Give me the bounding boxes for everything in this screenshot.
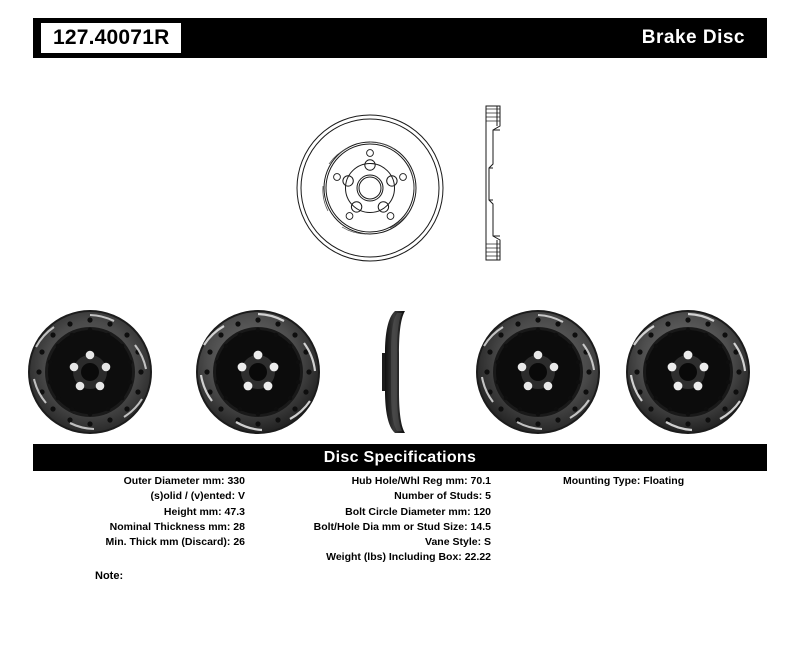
spec-row: Nominal Thickness mm: 28 — [109, 520, 245, 533]
spec-row: Hub Hole/Whl Reg mm: 70.1 — [351, 475, 491, 487]
figure-line-drawing-face — [290, 108, 450, 268]
spec-row: (s)olid / (v)ented: V — [150, 490, 245, 503]
note-label: Note: — [95, 570, 124, 582]
header-bar — [33, 18, 767, 58]
spec-column-right — [563, 474, 767, 489]
figure-photo-angled-left — [22, 307, 158, 437]
spec-row: Bolt/Hole Dia mm or Stud Size: 14.5 — [313, 520, 491, 533]
disc-specifications-bar — [33, 444, 767, 471]
spec-column-middle — [261, 474, 491, 566]
part-number-badge: 127.40071R — [41, 23, 181, 53]
figure-photo-edge-profile — [378, 307, 422, 437]
spec-row: Mounting Type: Floating — [563, 475, 685, 487]
spec-row: Weight (lbs) Including Box: 22.22 — [326, 551, 491, 564]
spec-row: Min. Thick mm (Discard): 26 — [105, 536, 245, 549]
figure-line-drawing-edge — [478, 104, 522, 262]
spec-row: Vane Style: S — [425, 536, 491, 549]
figure-photo-face-angled-right — [470, 307, 606, 437]
disc-specifications-title: Disc Specifications — [323, 449, 477, 466]
spec-row: Outer Diameter mm: 330 — [123, 475, 245, 487]
spec-row: Number of Studs: 5 — [394, 490, 491, 503]
spec-row: Bolt Circle Diameter mm: 120 — [345, 505, 491, 518]
figure-photo-face-right — [620, 307, 756, 437]
spec-column-left — [33, 474, 245, 550]
figure-photo-face-slotted-drilled — [190, 307, 326, 437]
spec-row: Height mm: 47.3 — [163, 505, 245, 518]
page-title: Brake Disc — [641, 27, 745, 48]
